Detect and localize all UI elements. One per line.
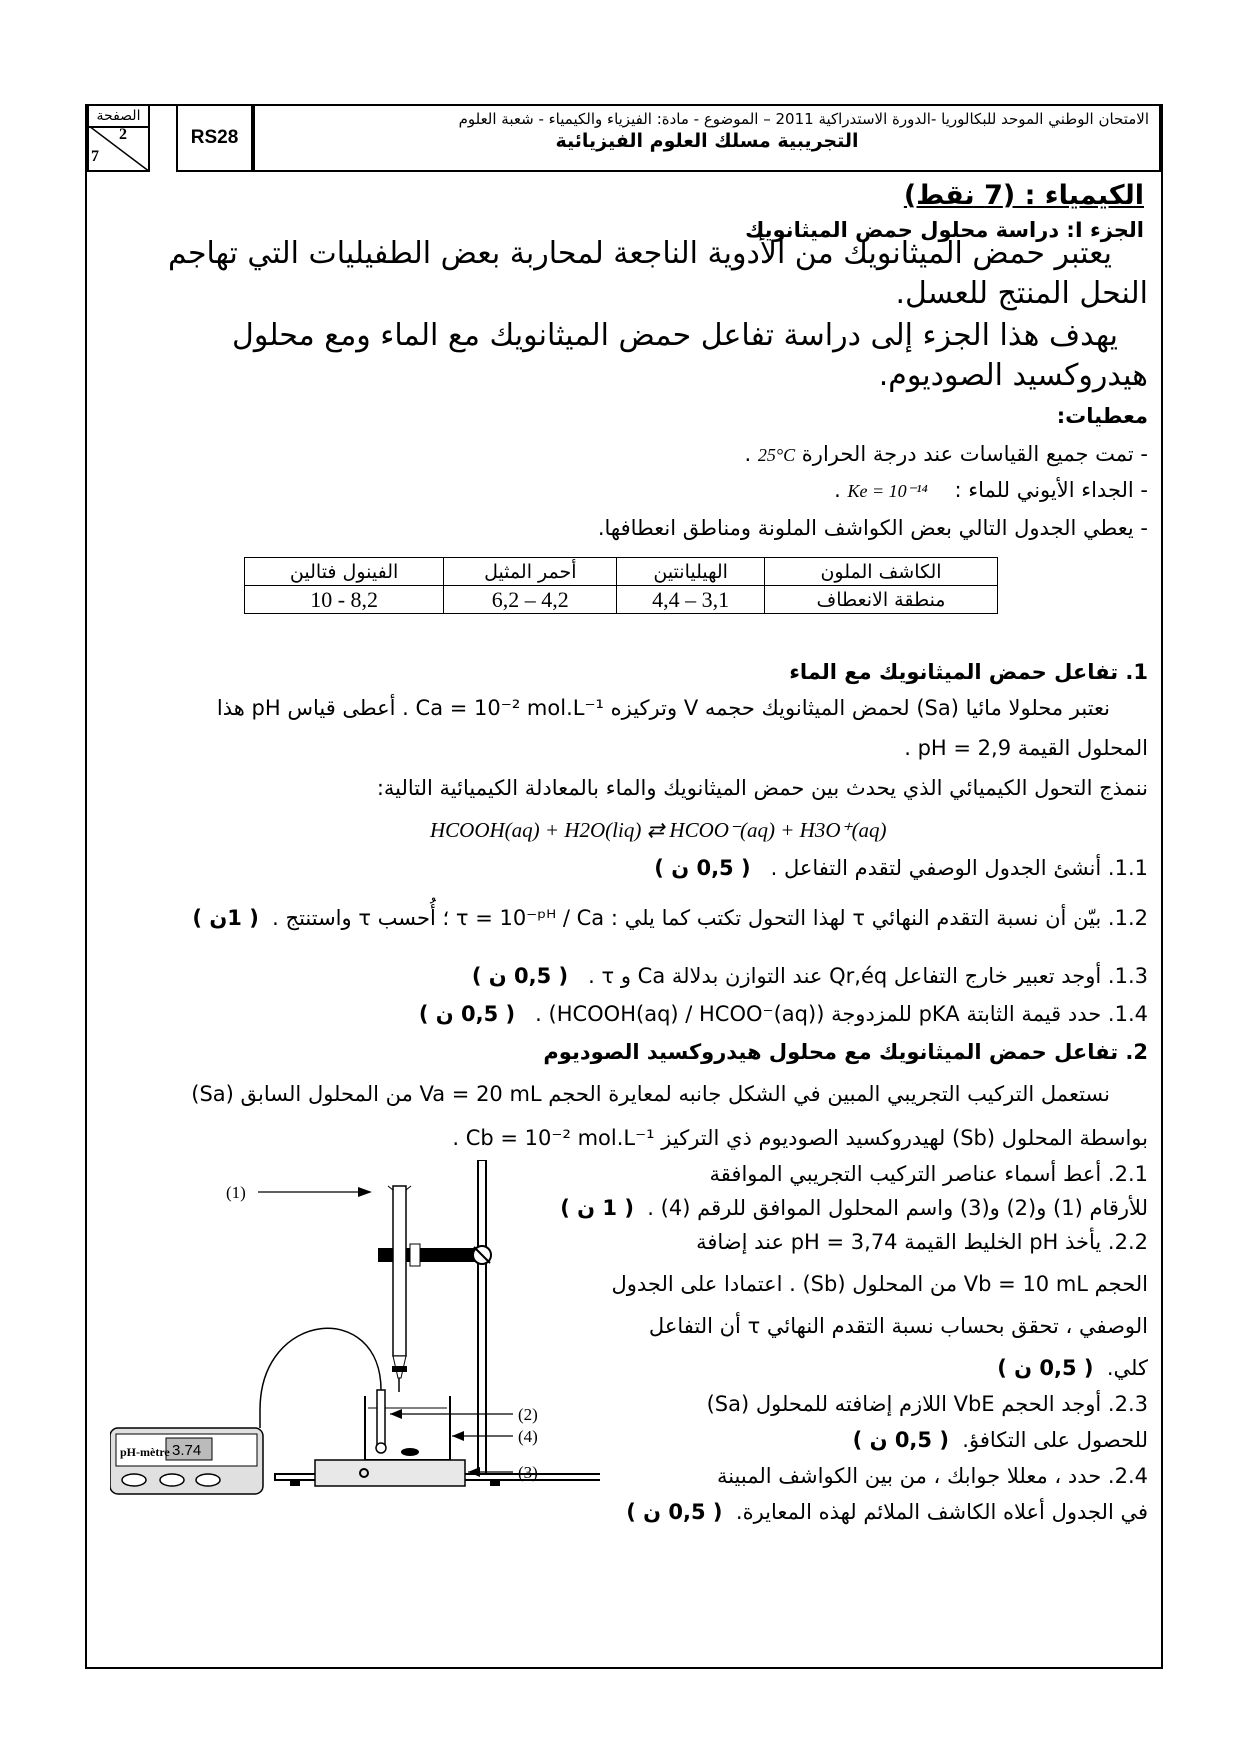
figure-label-2: (2) (518, 1405, 538, 1424)
s1-paragraph-3: ننمذج التحول الكيميائي الذي يحدث بين حمض الميثانويك والماء بالمعادلة الكيميائية التالية: (376, 776, 1148, 800)
s2-paragraph-1: نستعمل التركيب التجريبي المبين في الشكل جانبه لمعايرة الحجم Va = 20 mL من المحلول السابق (Sa) (191, 1082, 1110, 1106)
exam-header (253, 104, 1161, 172)
stand-rod (478, 1160, 486, 1474)
q2-2-text: كلي. (1106, 1356, 1148, 1380)
given-ionic-product-value: Ke = 10⁻¹⁴ (847, 481, 928, 501)
given-indicators: - يعطي الجدول التالي بعض الكواشف الملونة ومناطق انعطافها. (597, 516, 1148, 540)
table-row (245, 558, 998, 586)
reaction-equation: HCOOH(aq) + H2O(liq) ⇄ HCOO⁻(aq) + H3O⁺(aq) (430, 818, 887, 842)
q2-1-points: ( 1 ن ) (560, 1196, 634, 1220)
section-title: الكيمياء : (7 نقط) (903, 180, 1144, 211)
table-header-helianthine: الهيليانتين (617, 558, 765, 586)
header-line-1: الامتحان الوطني الموحد للبكالوريا -الدورة الاستدراكية 2011 – الموضوع - مادة: الفيزياء والكيمياء - شعبة العلوم (458, 110, 1149, 128)
intro-line-2: النحل المنتج للعسل. (895, 276, 1148, 311)
q2-3-points: ( 0,5 ن ) (852, 1428, 949, 1452)
q1-3-points: ( 0,5 ن ) (471, 964, 569, 988)
s2-title: 2. تفاعل حمض الميثانويك مع محلول هيدروكسيد الصوديوم (543, 1040, 1148, 1064)
intro-line-1: يعتبر حمض الميثانويك من الأدوية الناجعة لمحاربة بعض الطفيليات التي تهاجم (168, 236, 1112, 271)
figure-label-3: (3) (518, 1463, 538, 1482)
q1-2-points: ( 1ن ) (192, 906, 259, 930)
table-row-label: منطقة الانعطاف (765, 586, 998, 614)
exam-code: RS28 (176, 104, 253, 172)
q2-2-line-1: 2.2. يأخذ pH الخليط القيمة pH = 3,74 عند إضافة (696, 1230, 1148, 1254)
q1-4-points: ( 0,5 ن ) (418, 1002, 516, 1026)
q1-2 (192, 906, 1148, 930)
q2-4-points: ( 0,5 ن ) (626, 1500, 723, 1524)
data-label: معطيات: (1056, 404, 1148, 428)
q2-1-text: للأرقام (1) و(2) و(3) واسم المحلول الموافق للرقم (4) . (647, 1196, 1148, 1220)
part-title: الجزء I: دراسة محلول حمض الميثانويك (745, 218, 1144, 242)
range-phenolphthalein: 8,2 - 10 (245, 586, 444, 614)
given-ionic-product-text: - الجداء الأيوني للماء : (954, 478, 1148, 502)
q2-3-line-1: 2.3. أوجد الحجم VbE اللازم إضافته للمحلول (Sa) (706, 1392, 1148, 1416)
ph-meter-reading: 3.74 (172, 1442, 202, 1459)
s1-paragraph-1: نعتبر محلولا مائيا (Sa) لحمض الميثانويك حجمه V وتركيزه Ca = 10⁻² mol.L⁻¹ . أعطى قياس pH هذا (216, 696, 1110, 720)
ph-meter (110, 1428, 263, 1494)
figure-label-1: (1) (226, 1183, 246, 1202)
s1-paragraph-2: المحلول القيمة pH = 2,9 . (904, 736, 1148, 760)
q1-2-text: 1.2. بيّن أن نسبة التقدم النهائي τ لهذا التحول تكتب كما يلي : τ = 10⁻ᵖᴴ / Ca ؛ أُحسب τ واستنتج . (272, 906, 1148, 930)
page-num: 2 (119, 126, 127, 143)
q1-1 (654, 856, 1148, 880)
q2-2-points: ( 0,5 ن ) (997, 1356, 1094, 1380)
q1-3-text: 1.3. أوجد تعبير خارج التفاعل Qr,éq عند التوازن بدلالة Ca و τ . (588, 964, 1148, 988)
q2-3-line-2 (853, 1428, 1148, 1452)
q1-3 (472, 964, 1148, 988)
figure-label-4: (4) (518, 1427, 538, 1446)
table-header-methyl-red: أحمر المثيل (444, 558, 617, 586)
q2-1-line-1: 2.1. أعط أسماء عناصر التركيب التجريبي الموافقة (709, 1162, 1148, 1186)
page-number-box (87, 104, 150, 172)
table-header-phenolphthalein: الفينول فتالين (245, 558, 444, 586)
table-header-indicator: الكاشف الملون (765, 558, 998, 586)
ph-meter-label: pH-mètre (120, 1445, 170, 1459)
range-helianthine: 3,1 – 4,4 (617, 586, 765, 614)
q1-1-points: ( 0,5 ن ) (654, 856, 751, 880)
titration-apparatus (110, 1160, 600, 1520)
header-line-2: التجريبية مسلك العلوم الفيزيائية (555, 130, 859, 152)
range-methyl-red: 4,2 – 6,2 (444, 586, 617, 614)
q1-1-text: 1.1. أنشئ الجدول الوصفي لتقدم التفاعل . (770, 856, 1148, 880)
q2-1-line-2 (560, 1196, 1148, 1220)
burette (388, 1186, 411, 1392)
q1-4 (419, 1002, 1148, 1026)
s2-paragraph-2: بواسطة المحلول (Sb) لهيدروكسيد الصوديوم ذي التركيز Cb = 10⁻² mol.L⁻¹ . (452, 1126, 1148, 1150)
q2-4-line-2 (626, 1500, 1148, 1524)
given-temperature-value: 25°C (757, 445, 796, 465)
q2-2-line-3: الوصفي ، تحقق بحساب نسبة التقدم النهائي τ أن التفاعل (648, 1314, 1148, 1338)
given-ionic-product: - الجداء الأيوني للماء : Ke = 10⁻¹⁴ . (834, 478, 1148, 502)
q2-2-line-4 (997, 1356, 1148, 1380)
q1-4-text: 1.4. حدد قيمة الثابتة pKA للمزدوجة (HCOOH(aq) / HCOO⁻(aq)) . (535, 1002, 1148, 1026)
intro-line-4: هيدروكسيد الصوديوم. (878, 358, 1148, 393)
page-total: 7 (91, 148, 99, 165)
q2-4-text: في الجدول أعلاه الكاشف الملائم لهذه المعايرة. (735, 1500, 1148, 1524)
magnetic-stirrer (315, 1460, 465, 1486)
q2-4-line-1: 2.4. حدد ، معللا جوابك ، من بين الكواشف المبينة (716, 1464, 1148, 1488)
given-temperature: - تمت جميع القياسات عند درجة الحرارة 25°C . (744, 442, 1148, 466)
q2-2-line-2: الحجم Vb = 10 mL من المحلول (Sb) . اعتمادا على الجدول (611, 1272, 1148, 1296)
ph-electrode (260, 1328, 386, 1453)
indicator-table (244, 557, 998, 614)
q2-3-text: للحصول على التكافؤ. (962, 1428, 1148, 1452)
page-label: الصفحة (89, 106, 148, 128)
intro-line-3: يهدف هذا الجزء إلى دراسة تفاعل حمض الميثانويك مع الماء ومع محلول (232, 318, 1118, 353)
given-temperature-text: - تمت جميع القياسات عند درجة الحرارة (801, 442, 1148, 466)
table-row (245, 586, 998, 614)
s1-title: 1. تفاعل حمض الميثانويك مع الماء (789, 660, 1148, 684)
